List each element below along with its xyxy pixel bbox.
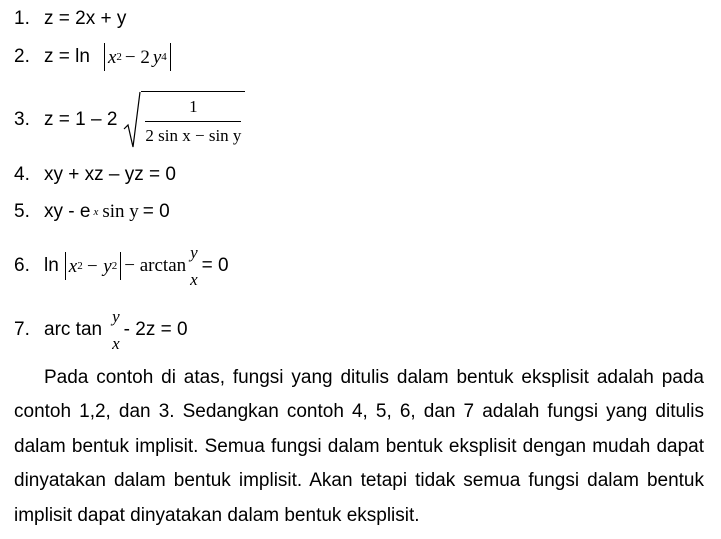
equation-6-prefix: ln	[44, 255, 59, 276]
equation-3-prefix: z = 1 – 2	[44, 109, 118, 130]
list-item-3	[14, 90, 245, 150]
fraction-denominator: x	[112, 334, 120, 353]
list-item-4	[14, 160, 176, 190]
equation-4: xy + xz – yz = 0	[44, 164, 176, 185]
item-number: 5.	[14, 201, 30, 222]
absolute-value: x 2 − y 2	[65, 252, 121, 280]
fraction-numerator: y	[112, 307, 120, 326]
radical-sign-icon	[123, 91, 141, 149]
fraction-numerator: 1	[145, 97, 241, 122]
fraction-denominator: 2 sin x − sin y	[145, 126, 242, 145]
fraction	[189, 244, 199, 288]
item-number: 6.	[14, 255, 30, 276]
equation-1: z = 2x + y	[44, 8, 127, 29]
explanation-paragraph: Pada contoh di atas, fungsi yang ditulis dalam bentuk eksplisit adalah pada contoh 1,2, dan 3. Sedangkan contoh 4, 5, 6, dan 7 adalah fungsi yang ditulis dalam bentuk implisit. Semua fungsi dalam bentuk eksplisit dengan mudah dapat dinyatakan dalam bentuk implisit. Akan tetapi tidak semua fungsi dalam bentuk implisit dapat dinyatakan dalam bentuk eksplisit.	[14, 367, 704, 526]
list-item-5: 5. xy - e x sin y = 0	[14, 201, 170, 222]
list-item-7	[14, 304, 188, 356]
fraction	[111, 308, 121, 352]
radicand-fraction	[141, 91, 245, 149]
item-number: 1.	[14, 8, 30, 29]
item-number: 7.	[14, 319, 30, 340]
list-item-1	[14, 4, 126, 34]
equation-7-prefix: arc tan	[44, 319, 103, 340]
equation-7-suffix: - 2z = 0	[123, 319, 188, 340]
fraction-denominator: x	[190, 270, 198, 289]
square-root	[123, 91, 245, 149]
absolute-value: x 2 − 2 y 4	[104, 43, 171, 71]
equation-5-prefix: xy - e	[44, 201, 91, 222]
equation-5-suffix: = 0	[142, 201, 170, 222]
list-item-6	[14, 240, 229, 292]
equation-2-prefix: z = ln	[44, 46, 90, 67]
fraction-numerator: y	[190, 243, 198, 262]
list-item-2	[14, 42, 171, 72]
item-number: 3.	[14, 109, 30, 130]
item-number: 2.	[14, 46, 30, 67]
arctan-term: − arctan	[124, 255, 187, 276]
item-number: 4.	[14, 164, 30, 185]
equation-6-suffix: = 0	[201, 255, 229, 276]
sin-term: sin y	[102, 201, 139, 222]
